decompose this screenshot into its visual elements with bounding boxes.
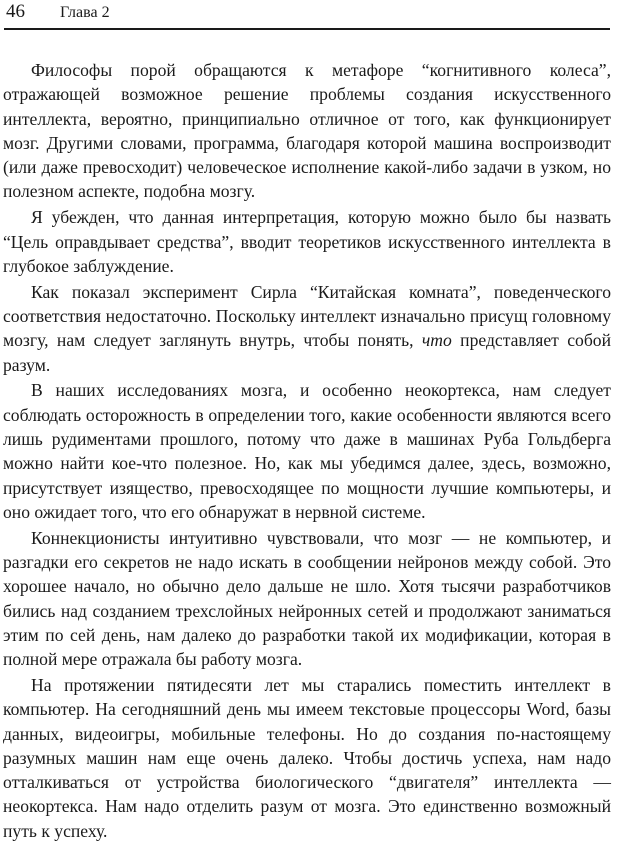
page-number: 46 xyxy=(6,1,25,22)
paragraph-6: На протяжении пятидесяти лет мы старались поместить интеллект в компьютер. На сегодняшний день мы имеем текстовые процессоры Word, базы данных, видеоигры, мобильные телефоны. Но до создания по-настоящему разумных машин нам еще очень далеко. Чтобы достичь успеха, нам надо отталкиваться от устройства биологического “двигателя” интеллекта — неокортекса. Нам надо отделить разум от мозга. Это единственно возможный путь к успеху. xyxy=(3,674,611,841)
paragraph-3-text-after: представляет собой разум. xyxy=(3,330,611,375)
page-header xyxy=(4,0,614,36)
paragraph-4: В наших исследованиях мозга, и особенно неокортекса, нам следует соблюдать осторожность в определении того, какие особенности являются всего лишь рудиментами прошлого, потому что даже в машинах Руба Гольдберга можно найти кое-что полезное. Но, как мы убедимся далее, здесь, возможно, присутствует изящество, превосходящее по мощности лучшие компьютеры, и оно ожидает того, что его обнаружат в нервной системе. xyxy=(3,380,611,522)
header-rule xyxy=(4,28,610,30)
body-text xyxy=(3,58,611,845)
paragraph-2: Я убежден, что данная интерпретация, которую можно было бы назвать “Цель оправдывает средства”, вводит теоретиков искусственного интеллекта в глубокое заблуждение. xyxy=(3,207,611,276)
chapter-title: Глава 2 xyxy=(60,4,110,21)
paragraph-1: Философы порой обращаются к метафоре “когнитивного колеса”, отражающей возможное решение проблемы создания искусственного интеллекта, вероятно, принципиально отличное от того, как функционирует мозг. Другими словами, программа, благодаря которой машина воспроизводит (или даже превосходит) человеческое исполнение какой-либо задачи в узком, но полезном аспекте, подобна мозгу. xyxy=(3,60,611,202)
paragraph-5: Коннекционисты интуитивно чувствовали, что мозг — не компьютер, и разгадки его секретов не надо искать в сообщении нейронов между собой. Это хорошее начало, но обычно дело дальше не шло. Хотя тысячи разработчиков бились над созданием трехслойных нейронных сетей и продолжают заниматься этим по сей день, нам далеко до разработки такой их модификации, которая в полной мере отражала бы работу мозга. xyxy=(3,527,611,670)
emphasized-word: что xyxy=(421,330,452,351)
paragraph-3 xyxy=(3,280,611,377)
paragraph-3-text-before: Как показал эксперимент Сирла “Китайская комната”, поведенческого соответствия недостаточно. Поскольку интеллект изначально присущ головному мозгу, нам следует заглянуть внутрь, чтобы понять, xyxy=(3,281,611,351)
